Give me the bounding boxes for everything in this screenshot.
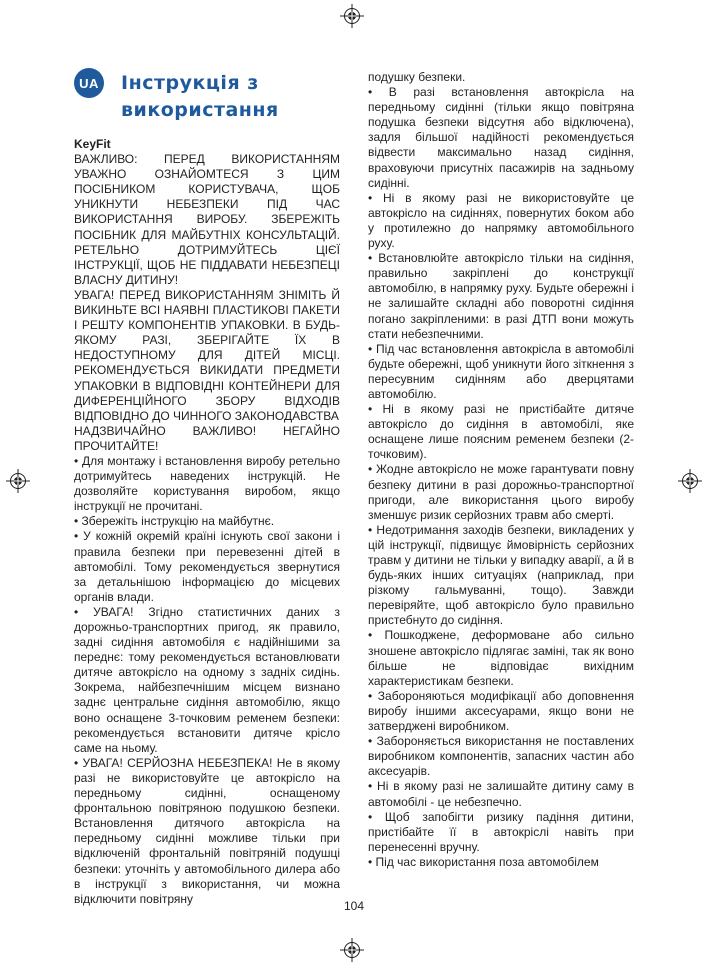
paragraph: • Жодне автокрісло не може гарантувати повну безпеку дитини в разі дорожньо-транспортної пригоди, але використання цього виробу зменшує ризик серйозних травм або смерті. [368,462,634,522]
paragraph: • Встановлюйте автокрісло тільки на сидіння, правильно закріплені до конструкції автомобілю, в напрямку руху. Будьте обережні і не залишайте складні або поворотні сидіння погано закріпленими: в разі ДТП вони можуть стати небезпечними. [368,251,634,341]
paragraph: • Пошкоджене, деформоване або сильно зношене автокрісло підлягає заміні, так як воно більше не відповідає вихідним характеристикам безпеки. [368,628,634,688]
paragraph: • Забороняються модифікації або доповнення виробу іншими аксесуарами, якщо вони не затверджені виробником. [368,688,634,734]
title-line-2: використання [121,99,279,121]
right-text-column [368,70,634,870]
paragraph: НАДЗВИЧАЙНО ВАЖЛИВО! НЕГАЙНО ПРОЧИТАЙТЕ! [74,423,340,453]
paragraph: • Під час встановлення автокрісла в автомобілі будьте обережні, щоб уникнути його зіткнення з пересувним сидінням або дверцятами автомобілю. [368,341,634,401]
paragraph: • У кожній окремій країні існують свої закони і правила безпеки при перевезенні дітей в автомобілі. Тому рекомендується звернутися за детальнішою інформацією до місцевих органів влади. [74,529,340,604]
page-number: 104 [343,899,365,913]
paragraph: • Для монтажу і встановлення виробу ретельно дотримуйтесь наведених інструкцій. Не дозволяйте користування виробом, якщо інструкції не прочитані. [74,453,340,514]
paragraph: подушку безпеки. [368,70,466,84]
paragraph: • Під час використання поза автомобілем [368,854,599,869]
paragraph: • Ні в якому разі не залишайте дитину саму в автомобілі - це небезпечно. [368,779,634,809]
paragraph: • Щоб запобігти ризику падіння дитини, пристібайте її в автокріслі навіть при перенесенні вручну. [368,809,634,854]
registration-mark-top-icon [340,4,364,28]
paragraph: • В разі встановлення автокрісла на передньому сидінні (тільки якщо повітряна подушка безпеки відсутня або відключена), задля більшої надійності рекомендується відвести максимально назад сидіння, враховуючи присутніх пасажирів на задньому сидінні. [368,85,634,190]
paragraph: ВАЖЛИВО: ПЕРЕД ВИКОРИСТАННЯМ УВАЖНО ОЗНАЙОМТЕСЯ З ЦИМ ПОСІБНИКОМ КОРИСТУВАЧА, ЩОБ УНИКНУТИ НЕБЕЗПЕКИ ПІД ЧАС ВИКОРИСТАННЯ ВИРОБУ. ЗБЕРЕЖІТЬ ПОСІБНИК ДЛЯ МАЙБУТНІХ КОНСУЛЬТАЦІЙ. РЕТЕЛЬНО ДОТРИМУЙТЕСЬ ЦІЄЇ ІНСТРУКЦІЇ, ЩОБ НЕ ПІДДАВАТИ НЕБЕЗПЕЦІ ВЛАСНУ ДИТИНУ! [74,152,340,287]
registration-mark-left-icon [6,469,30,493]
paragraph: • Ні в якому разі не пристібайте дитяче автокрісло до сидіння в автомобілі, яке оснащене лише поясним ременем безпеки (2-точковим). [368,402,634,462]
paragraph: • Забороняється використання не поставлених виробником компонентів, запасних частин або аксесуарів. [368,734,634,779]
paragraph: • УВАГА! Згідно статистичних даних з дорожньо-транспортних пригод, як правило, задні сидіння автомобіля є надійнішими за переднє: тому рекомендується встановлювати дитяче автокрісло на одному з задніх сидінь. Зокрема, найбезпечнішим місцем визнано заднє центральне сидіння автомобілю, якщо воно оснащене 3-точковим ременем безпеки: рекомендується встановити дитяче крісло саме на ньому. [74,604,340,755]
paragraph: • Збережіть інструкцію на майбутнє. [74,514,275,529]
language-badge: UA [74,68,104,98]
model-name: KeyFit [74,137,111,151]
paragraph: • Недотримання заходів безпеки, викладених у цій інструкції, підвищує ймовірність серйозних травм у дитини не тільки у випадку аварії, а й в будь-яких інших ситуаціях (наприклад, при різкому гальмуванні, тощо). Завжди перевіряйте, щоб автокрісло було правильно пристебнуто до сидіння. [368,522,634,628]
registration-mark-bottom-icon [340,938,364,962]
paragraph: • Ні в якому разі не використовуйте це автокрісло на сидіннях, повернутих боком або у протилежно до напрямку автомобільного руху. [368,190,634,251]
left-text-column [74,137,340,907]
paragraph: • УВАГА! СЕРЙОЗНА НЕБЕЗПЕКА! Не в якому разі не використовуйте це автокрісло на передньому сидінні, оснащеному фронтальною повітряною подушкою безпеки. Встановлення дитячого автокрісла на передньому сидінні можливе тільки при відключеній фронтальній повітряній подушці безпеки: уточніть у автомобільного дилера або в інструкції з використання, чи можна відключити повітряну [74,755,340,906]
title-line-1: Інструкція з [121,72,259,94]
paragraph: УВАГА! ПЕРЕД ВИКОРИСТАННЯМ ЗНІМІТЬ Й ВИКИНЬТЕ ВСІ НАЯВНІ ПЛАСТИКОВІ ПАКЕТИ І РЕШТУ КОМПОНЕНТІВ УПАКОВКИ. В БУДЬ-ЯКОМУ РАЗІ, ЗБЕРІГАЙТЕ ЇХ В НЕДОСТУПНОМУ ДЛЯ ДІТЕЙ МІСЦІ. РЕКОМЕНДУЄТЬСЯ ВИКИДАТИ ПРЕДМЕТИ УПАКОВКИ В ВІДПОВІДНІ КОНТЕЙНЕРИ ДЛЯ ДИФЕРЕНЦІЙНОГО ЗБОРУ ВІДХОДІВ ВІДПОВІДНО ДО ЧИННОГО ЗАКОНОДАВСТВА [74,287,340,423]
registration-mark-right-icon [678,469,702,493]
page-title [121,70,351,124]
